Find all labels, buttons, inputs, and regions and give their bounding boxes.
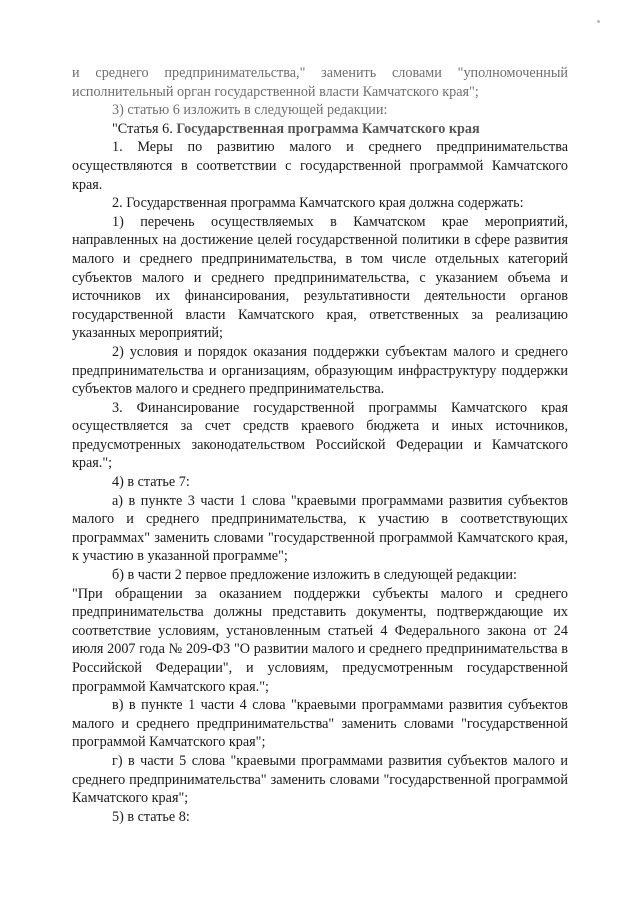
article-6-heading (72, 120, 568, 139)
paragraph-continuation: и среднего предпринимательства," заменить словами "уполномоченный исполнительный орган государственной власти Камчатского края"; (72, 65, 568, 100)
document-body (72, 64, 568, 826)
paragraph-item-4b: б) в части 2 первое предложение изложить в следующей редакции: (112, 567, 517, 584)
paragraph-article6-part2: 2. Государственная программа Камчатского края должна содержать: (112, 195, 524, 212)
paragraph-item-4a: а) в пункте 3 части 1 слова "краевыми программами развития субъектов малого и среднего предпринимательства, к участию в соответствующих программах" заменить словами "государственной программой Камчатского края, к участию в указанной программе"; (72, 492, 568, 565)
paragraph-item-4g: г) в части 5 слова "краевыми программами развития субъектов малого и среднего предпринимательства" заменить словами "государственной программой Камчатского края"; (72, 752, 568, 807)
article-6-number: "Статья 6. (112, 120, 173, 137)
paragraph-item-4v: в) в пункте 1 части 4 слова "краевыми программами развития субъектов малого и среднего предпринимательства" заменить словами "государственной программой Камчатского края"; (72, 697, 568, 751)
paragraph-article6-part1: 1. Меры по развитию малого и среднего предпринимательства осуществляются в соответствии с государственной программой Камчатского края. (72, 139, 568, 193)
paragraph-article6-part2-item2: 2) условия и порядок оказания поддержки субъектам малого и среднего предпринимательства и организациям, образующим инфраструктуру поддержки субъектов малого и среднего предпринимательства. (72, 343, 568, 398)
paragraph-article6-part2-item1: 1) перечень осуществляемых в Камчатском крае мероприятий, направленных на достижение целей государственной политики в сфере развития малого и среднего предпринимательства, в том числе отдельных категорий субъектов малого и среднего предпринимательства, с указанием объема и источников их финансирования, результативности деятельности органов государственной власти Камчатского края, ответственных за реализацию указанных мероприятий; (72, 213, 568, 342)
scan-speck (597, 20, 600, 23)
paragraph-item-3: 3) статью 6 изложить в следующей редакции: (112, 102, 388, 119)
paragraph-item-4b-text: "При обращении за оказанием поддержки субъекты малого и среднего предпринимательства должны представить документы, подтверждающие их соответствие условиям, установленным статьей 4 Федерального закона от 24 июля 2007 года № 209-ФЗ "О развитии малого и среднего предпринимательства в Российской Федерации", и условиям, предусмотренным государственной программой Камчатского края."; (72, 585, 568, 695)
paragraph-item-4: 4) в статье 7: (112, 474, 190, 491)
paragraph-article6-part3: 3. Финансирование государственной программы Камчатского края осуществляется за счет средств краевого бюджета и иных источников, предусмотренных законодательством Российской Федерации и Камчатского края."; (72, 399, 568, 472)
article-6-title: Государственная программа Камчатского края (176, 120, 480, 137)
paragraph-item-5: 5) в статье 8: (112, 808, 190, 825)
